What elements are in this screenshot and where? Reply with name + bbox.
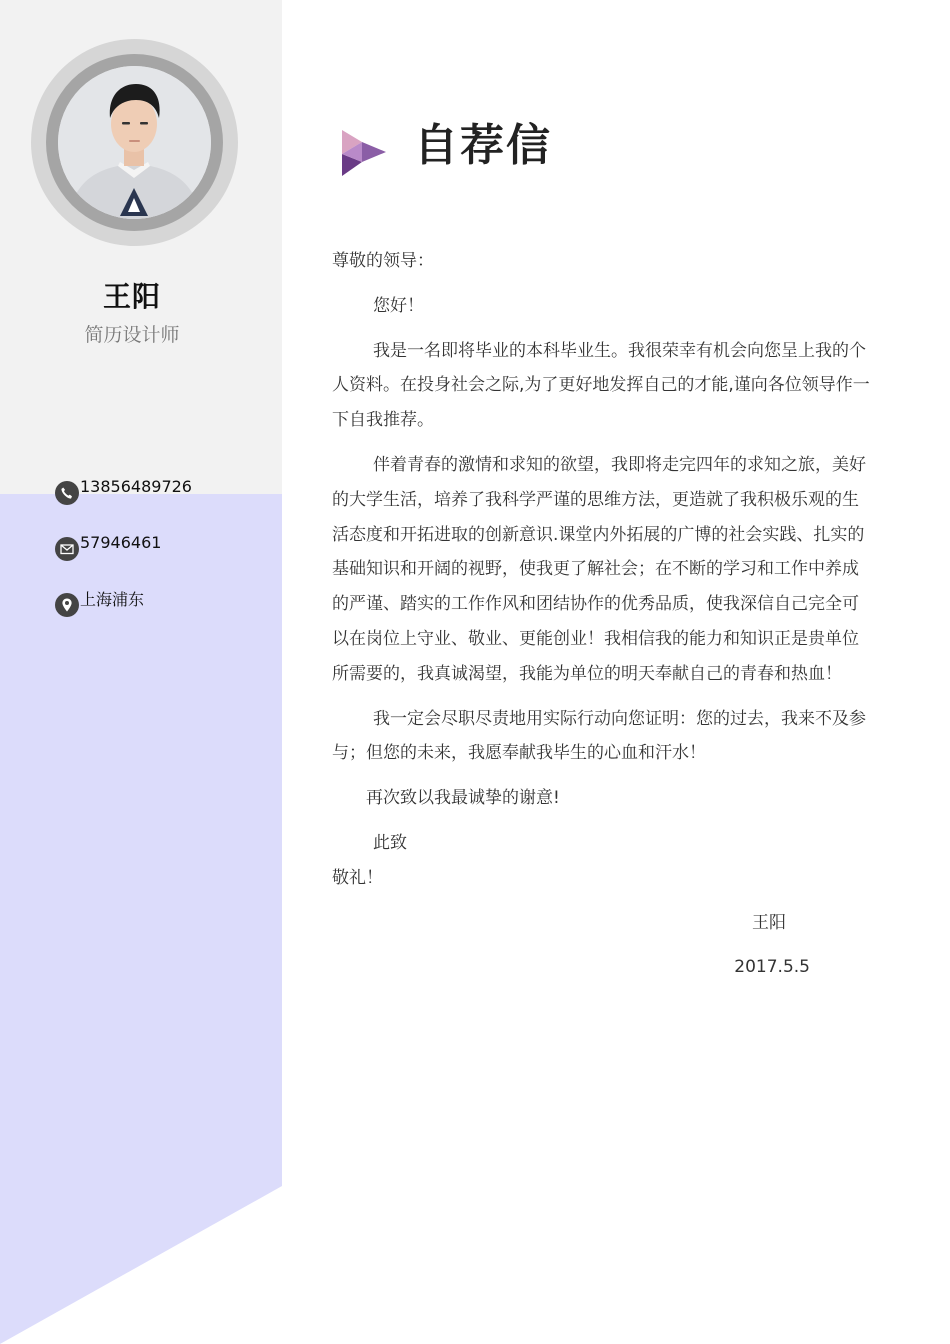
contact-email bbox=[55, 532, 162, 562]
letter-salutation: 尊敬的领导： bbox=[332, 251, 434, 271]
contact-location-text: 上海浦东 bbox=[80, 589, 145, 609]
letter-body bbox=[332, 244, 872, 995]
contact-location bbox=[55, 589, 145, 618]
contact-email-text: 57946461 bbox=[80, 532, 162, 552]
letter-paragraph-3: 我一定会尽职尽责地用实际行动向您证明：您的过去，我来不及参与；但您的未来，我愿奉献我毕生的心血和汗水！ bbox=[332, 708, 866, 764]
letter-paragraph-1: 我是一名即将毕业的本科毕业生。我很荣幸有机会向您呈上我的个人资料。在投身社会之际,为了更好地发挥自己的才能,谨向各位领导作一下自我推荐。 bbox=[332, 340, 870, 431]
letter-paragraph-2: 伴着青春的激情和求知的欲望，我即将走完四年的求知之旅，美好的大学生活，培养了我科学严谨的思维方法，更造就了我积极乐观的生活态度和开拓进取的创新意识.课堂内外拓展的广博的社会实践、扎实的基础知识和开阔的视野，使我更了解社会；在不断的学习和工作中养成的严谨、踏实的工作作风和团结协作的优秀品质，使我深信自己完全可以在岗位上守业、敬业、更能创业！我相信我的能力和知识正是贵单位所需要的，我真诚渴望，我能为单位的明天奉献自己的青春和热血！ bbox=[332, 454, 866, 684]
sidebar-diagonal-shape bbox=[0, 494, 282, 1344]
avatar-portrait-icon bbox=[58, 66, 211, 219]
letter-closing-1: 此致 bbox=[373, 832, 407, 853]
contact-phone bbox=[55, 476, 192, 506]
profile-job-title: 简历设计师 bbox=[84, 324, 180, 346]
letter-date: 2017.5.5 bbox=[734, 957, 810, 978]
letter-greeting: 您好！ bbox=[373, 295, 424, 316]
phone-icon bbox=[55, 481, 79, 505]
triangle-play-logo-icon bbox=[340, 128, 388, 178]
avatar bbox=[58, 66, 211, 219]
document-title: 自荐信 bbox=[414, 120, 552, 171]
letter-thanks: 再次致以我最诚挚的谢意! bbox=[366, 788, 560, 809]
letter-closing-2: 敬礼！ bbox=[332, 867, 383, 888]
letter-signature: 王阳 bbox=[752, 912, 786, 933]
contact-phone-text: 13856489726 bbox=[80, 476, 192, 496]
location-pin-icon bbox=[55, 593, 79, 617]
sidebar-bottom-panel bbox=[0, 494, 282, 1344]
profile-name: 王阳 bbox=[102, 280, 161, 313]
envelope-icon bbox=[55, 537, 79, 561]
